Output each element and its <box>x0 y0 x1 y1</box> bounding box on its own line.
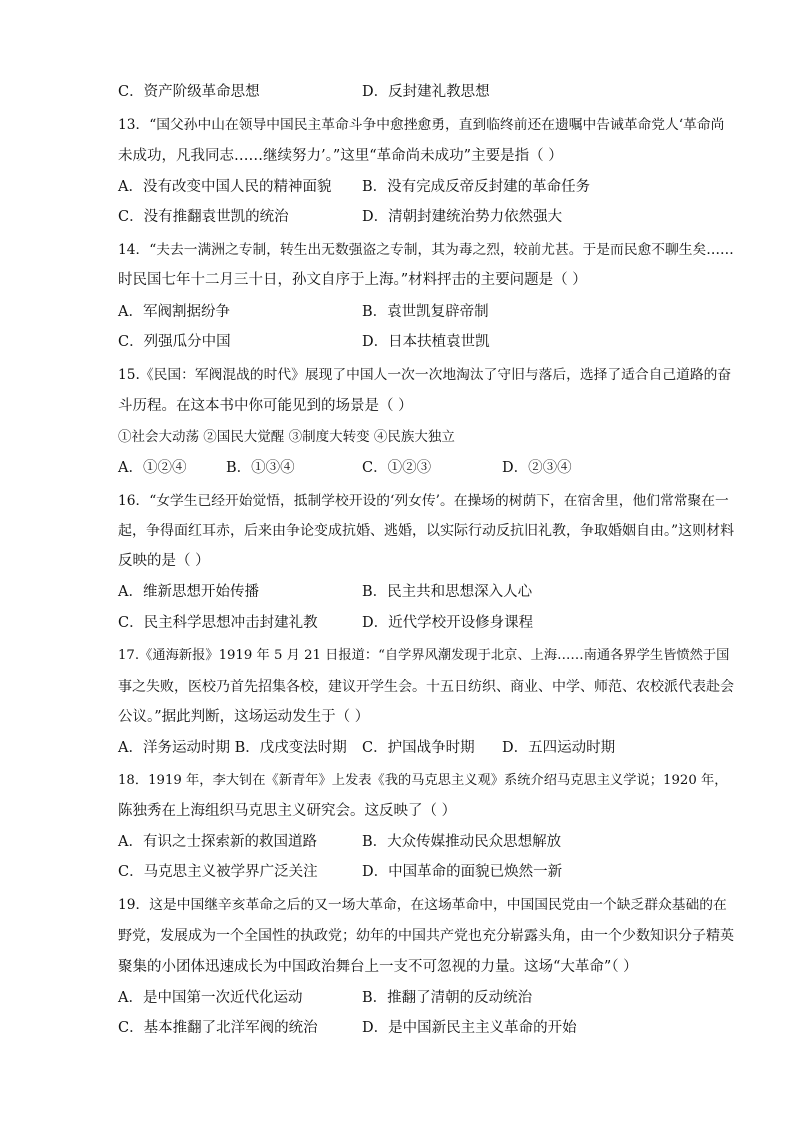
q19-option-d: D．是中国新民主主义革命的开始 <box>362 1020 577 1036</box>
q17-stem-line3: 公议。”据此判断，这场运动发生于（ ） <box>118 709 370 725</box>
q19-stem-line1: 19．这是中国继辛亥革命之后的又一场大革命，在这场革命中，中国国民党由一个缺乏群众基础的在 <box>118 897 727 913</box>
q15-stem-line2: 斗历程。在这本书中你可能见到的场景是（ ） <box>118 398 413 414</box>
q14-option-a: A．军阀割据纷争 <box>118 304 230 320</box>
q18-option-a: A．有识之士探索新的救国道路 <box>118 834 317 850</box>
q17-stem-line2: 事之失败，医校乃首先招集各校，建议开学生会。十五日纺织、商业、中学、师范、农校派代表赴会 <box>118 679 734 695</box>
q12-option-c: C．资产阶级革命思想 <box>118 84 260 100</box>
q14-option-c: C．列强瓜分中国 <box>118 334 231 350</box>
q18-stem-line2: 陈独秀在上海组织马克思主义研究会。这反映了（ ） <box>118 803 457 819</box>
q15-stem-line3: ①社会大动荡 ②国民大觉醒 ③制度大转变 ④民族大独立 <box>118 429 455 445</box>
q19-option-c: C．基本推翻了北洋军阀的统治 <box>118 1020 318 1036</box>
q16-option-d: D．近代学校开设修身课程 <box>362 615 534 631</box>
q17-option-d: D．五四运动时期 <box>502 740 616 756</box>
q16-option-a: A．维新思想开始传播 <box>118 584 259 600</box>
q19-stem-line3: 聚集的小团体迅速成长为中国政治舞台上一支不可忽视的力量。这场“大革命”（ ） <box>118 959 638 975</box>
q17-stem-line1: 17.《通海新报》1919 年 5 月 21 日报道：“自学界风潮发现于北京、上海……南通各界学生皆愤然于国 <box>118 648 730 663</box>
q15-option-d: D．②③④ <box>502 460 572 476</box>
q12-option-d: D．反封建礼教思想 <box>362 84 490 100</box>
q18-option-d: D．中国革命的面貌已焕然一新 <box>362 864 563 880</box>
q13-option-d: D．清朝封建统治势力依然强大 <box>362 209 563 225</box>
q17-option-a-b: A．洋务运动时期 B．戊戌变法时期 <box>118 740 347 756</box>
q18-option-b: B．大众传媒推动民众思想解放 <box>362 834 562 850</box>
q15-option-a: A．①②④ <box>118 460 187 476</box>
q14-option-d: D．日本扶植袁世凯 <box>362 334 490 350</box>
q15-option-b: B．①③④ <box>226 460 295 476</box>
q16-option-b: B．民主共和思想深入人心 <box>362 584 533 600</box>
q16-stem-line2: 起，争得面红耳赤，后来由争论变成抗婚、逃婚，以实际行动反抗旧礼教，争取婚姻自由。”这则材料 <box>118 523 735 539</box>
q19-stem-line2: 野党，发展成为一个全国性的执政党；幼年的中国共产党也充分崭露头角，由一个少数知识分子精英 <box>118 928 734 944</box>
q16-option-c: C．民主科学思想冲击封建礼教 <box>118 615 318 631</box>
q13-stem-line1: 13．“国父孙中山在领导中国民主革命斗争中愈挫愈勇，直到临终前还在遗嘱中告诫革命党人‘革命尚 <box>118 117 725 133</box>
q13-option-a: A．没有改变中国人民的精神面貌 <box>118 179 332 195</box>
q13-stem-line2: 未成功，凡我同志……继续努力’。”这里“革命尚未成功”主要是指（ ） <box>118 148 563 164</box>
q17-option-c: C．护国战争时期 <box>362 740 475 756</box>
q13-option-c: C．没有推翻袁世凯的统治 <box>118 209 289 225</box>
q19-option-a: A．是中国第一次近代化运动 <box>118 990 303 1006</box>
q14-stem-line2: 时民国七年十二月三十日，孙文自序于上海。”材料抨击的主要问题是（ ） <box>118 272 587 288</box>
q19-option-b: B．推翻了清朝的反动统治 <box>362 990 533 1006</box>
q14-stem-line1: 14．“夫去一满洲之专制，转生出无数强盗之专制，其为毒之烈，较前尤甚。于是而民愈不聊生矣…… <box>118 242 734 258</box>
q15-stem-line1: 15.《民国：军阀混战的时代》展现了中国人一次一次地淘汰了守旧与落后，选择了适合自己道路的奋 <box>118 367 732 383</box>
q15-option-c: C．①②③ <box>362 460 432 476</box>
q18-stem-line1: 18．1919 年，李大钊在《新青年》上发表《我的马克思主义观》系统介绍马克思主义学说；1920 年， <box>118 773 728 788</box>
q16-stem-line1: 16．“女学生已经开始觉悟，抵制学校开设的‘列女传’。在操场的树荫下，在宿舍里，他们常常聚在一 <box>118 493 729 509</box>
q14-option-b: B．袁世凯复辟帝制 <box>362 304 489 320</box>
q18-option-c: C．马克思主义被学界广泛关注 <box>118 864 318 880</box>
q16-stem-line3: 反映的是（ ） <box>118 553 210 569</box>
q13-option-b: B．没有完成反帝反封建的革命任务 <box>362 179 591 195</box>
